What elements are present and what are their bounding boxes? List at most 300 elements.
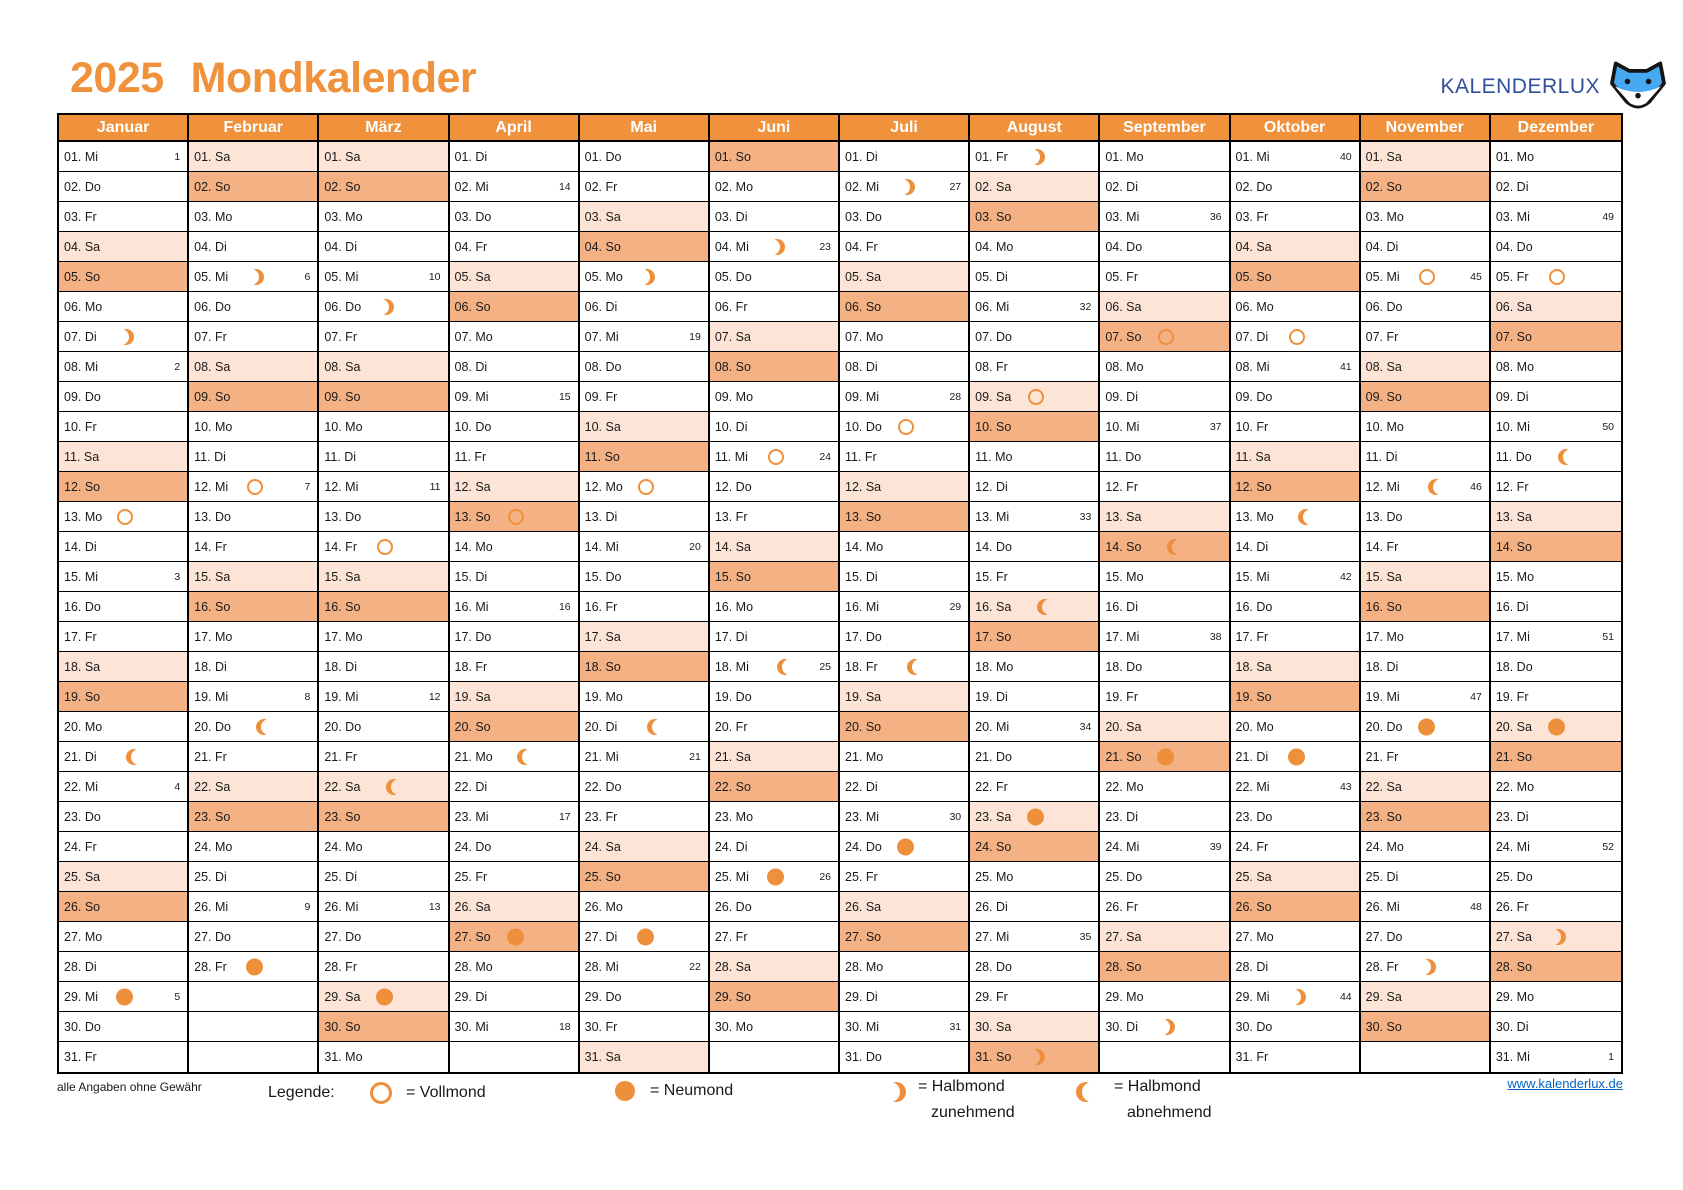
day-label: 16. Di: [1495, 599, 1529, 614]
waning-half-moon-icon: [1172, 539, 1188, 555]
day-cell: [59, 232, 187, 262]
day-cell: [1361, 802, 1489, 832]
day-label: 08. Do: [584, 359, 622, 374]
day-label: 12. Mi: [1365, 479, 1400, 494]
full-moon-icon: [1158, 329, 1174, 345]
day-cell: [59, 352, 187, 382]
waning-half-moon-icon: [1563, 449, 1579, 465]
week-number: 2: [174, 360, 181, 373]
day-label: 28. Sa: [714, 959, 751, 974]
day-cell: [970, 322, 1098, 352]
day-label: 20. Di: [584, 719, 618, 734]
kalenderlux-logo: [1440, 60, 1669, 114]
day-cell: [59, 202, 187, 232]
week-number: 26: [819, 870, 831, 883]
day-label: 12. Di: [975, 479, 1008, 494]
day-label: 24. Mi: [1495, 839, 1530, 854]
day-cell: [580, 262, 708, 292]
title-year: 2025: [70, 54, 164, 102]
legend-item-halbmond-abnehmend: [1076, 1074, 1212, 1126]
day-cell: [580, 1012, 708, 1042]
week-number: 41: [1339, 360, 1352, 373]
day-label: 20. Sa: [1495, 719, 1532, 734]
day-label: 25. Do: [1105, 869, 1143, 884]
day-label: 09. Do: [64, 389, 101, 404]
day-cell: [189, 652, 317, 682]
day-label: 03. Mi: [1105, 209, 1140, 224]
calendar-grid: [59, 115, 1621, 1072]
day-cell: [59, 862, 187, 892]
day-cell: [450, 922, 578, 952]
day-label: 23. Di: [1105, 809, 1138, 824]
day-cell: [450, 802, 578, 832]
day-label: 23. So: [1365, 809, 1402, 824]
day-label: 21. Di: [1235, 749, 1269, 764]
day-label: 03. Sa: [584, 209, 621, 224]
day-cell: [710, 532, 838, 562]
day-cell: [580, 922, 708, 952]
day-cell: [710, 622, 838, 652]
week-number: 10: [428, 270, 441, 283]
day-label: 21. Fr: [324, 749, 357, 764]
week-number: 48: [1470, 900, 1482, 913]
day-cell: [710, 292, 838, 322]
waxing-half-moon-icon: [1545, 929, 1561, 945]
day-cell: [840, 232, 968, 262]
day-cell: [319, 322, 447, 352]
day-label: 27. Mo: [64, 929, 103, 944]
day-cell: [970, 682, 1098, 712]
day-cell: [450, 262, 578, 292]
waxing-half-moon-icon: [764, 239, 780, 255]
day-label: 21. Di: [64, 749, 97, 764]
day-cell: [1100, 652, 1228, 682]
day-label: 14. Mo: [845, 539, 884, 554]
day-cell: [1361, 952, 1489, 982]
day-cell: [710, 832, 838, 862]
day-cell: [710, 592, 838, 622]
day-label: 24. Do: [454, 839, 492, 854]
day-cell: [319, 742, 447, 772]
day-label: 24. Do: [845, 839, 882, 854]
day-label: 29. Di: [454, 989, 488, 1004]
logo-text: KALENDERLUX: [1440, 75, 1600, 98]
day-cell: [710, 712, 838, 742]
waxing-half-moon-icon: [880, 1082, 906, 1102]
week-number: 3: [174, 570, 181, 583]
day-label: 11. Mi: [714, 449, 748, 464]
day-cell: [970, 412, 1098, 442]
day-label: 10. Do: [845, 419, 882, 434]
day-label: 08. So: [714, 359, 751, 374]
day-label: 14. Fr: [194, 539, 227, 554]
month-column-januar: [59, 115, 189, 1072]
day-cell: [710, 1012, 838, 1042]
day-cell: [580, 172, 708, 202]
day-cell: [580, 472, 708, 502]
full-moon-icon: [1419, 269, 1435, 285]
day-cell: [1100, 952, 1228, 982]
day-cell: [1100, 292, 1228, 322]
day-label: 03. Fr: [1235, 209, 1269, 224]
day-cell: [1361, 172, 1489, 202]
day-cell: [319, 982, 447, 1012]
day-cell: [840, 382, 968, 412]
day-label: 02. Sa: [975, 179, 1012, 194]
day-label: 10. Mi: [1495, 419, 1530, 434]
page-title: [70, 54, 476, 103]
day-cell: [1231, 892, 1359, 922]
day-cell: [580, 742, 708, 772]
day-cell: [1491, 862, 1621, 892]
day-label: 05. Sa: [454, 269, 491, 284]
day-cell: [450, 382, 578, 412]
day-label: 05. Mi: [1365, 269, 1400, 284]
day-cell: [1100, 442, 1228, 472]
day-label: 24. Di: [714, 839, 748, 854]
month-header: April: [450, 115, 578, 142]
day-cell: [840, 442, 968, 472]
month-header: Februar: [189, 115, 317, 142]
day-cell: [710, 892, 838, 922]
day-label: 19. Fr: [1105, 689, 1138, 704]
day-cell: [1100, 412, 1228, 442]
day-label: 03. Do: [454, 209, 492, 224]
week-number: 18: [558, 1020, 571, 1033]
day-cell: [1361, 592, 1489, 622]
day-cell: [59, 592, 187, 622]
day-cell: [970, 622, 1098, 652]
waxing-half-moon-icon: [1415, 959, 1431, 975]
day-label: 07. Di: [1235, 329, 1269, 344]
day-label: 03. Mo: [194, 209, 233, 224]
week-number: 45: [1470, 270, 1482, 283]
day-cell: [970, 472, 1098, 502]
day-label: 22. Mi: [64, 779, 99, 794]
day-label: 15. Mi: [1235, 569, 1270, 584]
day-label: 08. Sa: [1365, 359, 1402, 374]
day-cell: [1361, 652, 1489, 682]
day-label: 23. Mo: [714, 809, 754, 824]
full-moon-icon: [247, 479, 263, 495]
day-label: 04. Sa: [1235, 239, 1272, 254]
day-cell: [1361, 262, 1489, 292]
day-cell: [710, 862, 838, 892]
day-label: 12. Fr: [1105, 479, 1138, 494]
website-link[interactable]: www.kalenderlux.de: [1507, 1076, 1623, 1091]
day-cell: [1361, 292, 1489, 322]
day-label: 07. Mi: [584, 329, 619, 344]
day-label: 10. Sa: [584, 419, 621, 434]
day-cell: [1231, 562, 1359, 592]
day-label: 02. Do: [1235, 179, 1273, 194]
day-label: 26. Mi: [1365, 899, 1400, 914]
day-label: 06. Sa: [1495, 299, 1532, 314]
day-label: 23. Do: [1235, 809, 1273, 824]
day-label: 08. Di: [454, 359, 488, 374]
day-cell: [1231, 412, 1359, 442]
week-number: 39: [1209, 840, 1222, 853]
day-cell: [319, 232, 447, 262]
day-label: 12. Mo: [584, 479, 623, 494]
day-cell: [580, 892, 708, 922]
day-label: 07. Fr: [1365, 329, 1399, 344]
day-label: 20. Do: [1365, 719, 1403, 734]
day-cell: [1361, 442, 1489, 472]
day-cell: [1231, 982, 1359, 1012]
day-label: 19. Do: [714, 689, 752, 704]
day-cell: [1231, 802, 1359, 832]
day-cell: [450, 472, 578, 502]
day-label: 16. Mi: [454, 599, 489, 614]
week-number: 42: [1339, 570, 1352, 583]
day-label: 21. Mo: [454, 749, 493, 764]
week-number: 11: [429, 480, 441, 493]
day-label: 24. So: [975, 839, 1012, 854]
week-number: 6: [304, 270, 311, 283]
day-cell: [450, 442, 578, 472]
day-label: 24. Mo: [194, 839, 233, 854]
day-cell: [840, 772, 968, 802]
day-cell: [1100, 202, 1228, 232]
day-label: 10. So: [975, 419, 1012, 434]
day-label: 25. Mi: [714, 869, 749, 884]
day-cell: [1361, 322, 1489, 352]
day-label: 25. Di: [324, 869, 357, 884]
day-label: 06. Di: [584, 299, 618, 314]
day-cell: [580, 952, 708, 982]
day-cell: [189, 532, 317, 562]
day-cell: [1361, 682, 1489, 712]
day-label: 24. Fr: [1235, 839, 1269, 854]
day-label: 10. Mo: [1365, 419, 1404, 434]
day-label: 26. Mo: [584, 899, 623, 914]
day-label: 01. Sa: [324, 149, 361, 164]
day-label: 07. Do: [975, 329, 1012, 344]
day-label: 07. So: [1495, 329, 1532, 344]
day-label: 07. Di: [64, 329, 97, 344]
day-label: 08. Sa: [194, 359, 231, 374]
new-moon-icon: [767, 868, 784, 885]
day-label: 14. So: [1105, 539, 1142, 554]
day-label: 20. Do: [324, 719, 362, 734]
day-cell: [1100, 802, 1228, 832]
day-cell: [189, 172, 317, 202]
day-label: 05. Mi: [194, 269, 229, 284]
day-label: 22. Fr: [975, 779, 1008, 794]
day-label: 19. Sa: [454, 689, 491, 704]
day-label: 15. Do: [584, 569, 622, 584]
day-label: 27. Fr: [714, 929, 748, 944]
week-number: 29: [949, 600, 962, 613]
day-label: 28. Fr: [1365, 959, 1399, 974]
footer: [0, 1068, 1683, 1148]
day-cell: [710, 172, 838, 202]
day-label: 26. Sa: [454, 899, 491, 914]
day-label: 25. Mo: [975, 869, 1014, 884]
month-column-dezember: [1491, 115, 1621, 1072]
day-label: 22. Mo: [1495, 779, 1535, 794]
day-label: 21. So: [1495, 749, 1532, 764]
week-number: 24: [819, 450, 831, 463]
week-number: 9: [304, 900, 311, 913]
week-number: 21: [689, 750, 701, 763]
day-label: 01. So: [714, 149, 751, 164]
day-cell: [840, 712, 968, 742]
day-cell: [189, 742, 317, 772]
day-label: 13. Mo: [1235, 509, 1274, 524]
day-label: 07. Fr: [194, 329, 227, 344]
new-moon-icon: [1027, 808, 1044, 825]
day-label: 03. Mi: [1495, 209, 1530, 224]
day-label: 20. Fr: [714, 719, 748, 734]
week-number: 27: [949, 180, 962, 193]
day-cell: [1361, 472, 1489, 502]
day-cell: [189, 502, 317, 532]
day-cell: [450, 352, 578, 382]
day-cell: [710, 652, 838, 682]
day-label: 18. Mo: [975, 659, 1014, 674]
day-label: 08. Di: [845, 359, 878, 374]
day-cell: [1491, 982, 1621, 1012]
day-cell: [59, 472, 187, 502]
day-label: 30. Fr: [584, 1019, 618, 1034]
day-label: 01. Mo: [1495, 149, 1535, 164]
week-number: 13: [428, 900, 441, 913]
day-label: 20. Mo: [64, 719, 103, 734]
day-cell: [710, 502, 838, 532]
day-label: 18. Do: [1495, 659, 1533, 674]
day-cell: [319, 412, 447, 442]
day-label: 17. Fr: [64, 629, 97, 644]
day-label: 27. Do: [1365, 929, 1403, 944]
day-cell: [840, 172, 968, 202]
month-column-august: [970, 115, 1100, 1072]
day-cell: [1491, 532, 1621, 562]
day-label: 17. Do: [454, 629, 492, 644]
new-moon-icon: [1418, 718, 1435, 735]
day-label: 20. Sa: [1105, 719, 1142, 734]
day-cell: [1100, 352, 1228, 382]
day-label: 14. Fr: [324, 539, 357, 554]
month-header: Mai: [580, 115, 708, 142]
month-column-mai: [580, 115, 710, 1072]
day-cell: [189, 562, 317, 592]
week-number: 43: [1339, 780, 1352, 793]
day-cell: [319, 172, 447, 202]
day-cell: [1361, 202, 1489, 232]
waning-half-moon-icon: [261, 719, 277, 735]
day-label: 19. Di: [975, 689, 1008, 704]
day-cell: [1100, 322, 1228, 352]
day-label: 04. Fr: [454, 239, 488, 254]
day-label: 17. Mi: [1105, 629, 1140, 644]
disclaimer-note: alle Angaben ohne Gewähr: [57, 1080, 202, 1094]
day-cell: [1231, 742, 1359, 772]
day-label: 19. Fr: [1495, 689, 1529, 704]
day-cell: [1231, 682, 1359, 712]
day-cell: [189, 322, 317, 352]
new-moon-icon: [1288, 748, 1305, 765]
day-cell: [189, 862, 317, 892]
day-label: 18. Mi: [714, 659, 749, 674]
day-label: 17. Fr: [1235, 629, 1269, 644]
full-moon-icon: [638, 479, 654, 495]
day-cell: [450, 862, 578, 892]
day-label: 16. Mo: [714, 599, 754, 614]
day-cell: [1491, 262, 1621, 292]
day-cell: [450, 322, 578, 352]
day-label: 22. Mo: [1105, 779, 1144, 794]
day-label: 07. Fr: [324, 329, 357, 344]
day-cell: [970, 142, 1098, 172]
day-label: 24. Mi: [1105, 839, 1140, 854]
day-label: 06. Mo: [64, 299, 103, 314]
day-cell: [840, 622, 968, 652]
day-label: 23. Sa: [975, 809, 1012, 824]
waning-half-moon-icon: [912, 659, 928, 675]
day-cell: [1361, 232, 1489, 262]
day-cell: [1231, 202, 1359, 232]
day-label: 14. Fr: [1365, 539, 1399, 554]
day-cell: [970, 652, 1098, 682]
day-cell: [1100, 832, 1228, 862]
day-label: 17. Mo: [194, 629, 233, 644]
new-moon-icon: [507, 928, 524, 945]
day-cell: [319, 442, 447, 472]
day-label: 29. Sa: [1365, 989, 1402, 1004]
day-cell: [1231, 322, 1359, 352]
day-label: 30. Mi: [454, 1019, 489, 1034]
day-cell: [1231, 172, 1359, 202]
day-label: 16. Do: [64, 599, 101, 614]
day-label: 27. Do: [194, 929, 231, 944]
day-cell: [450, 412, 578, 442]
day-cell: [59, 712, 187, 742]
day-label: 02. So: [194, 179, 231, 194]
day-label: 02. Di: [1495, 179, 1529, 194]
day-label: 28. Di: [1235, 959, 1269, 974]
week-number: 16: [558, 600, 571, 613]
day-cell: [1491, 502, 1621, 532]
day-label: 25. So: [584, 869, 621, 884]
day-cell: [580, 622, 708, 652]
day-cell: [580, 802, 708, 832]
new-moon-icon: [1157, 748, 1174, 765]
week-number: 14: [558, 180, 571, 193]
day-cell: [1100, 622, 1228, 652]
day-label: 26. So: [64, 899, 101, 914]
day-label: 02. Mo: [714, 179, 754, 194]
day-label: 18. So: [584, 659, 621, 674]
day-label: 07. Mo: [845, 329, 884, 344]
day-cell: [1361, 982, 1489, 1012]
day-cell: [1491, 232, 1621, 262]
week-number: 35: [1079, 930, 1092, 943]
new-moon-icon: [246, 958, 263, 975]
day-cell: [59, 652, 187, 682]
day-label: 31. Do: [845, 1050, 882, 1064]
week-number: 30: [949, 810, 962, 823]
year-calendar-table: [57, 113, 1623, 1074]
day-cell: [1491, 742, 1621, 772]
day-label: 14. Mi: [584, 539, 619, 554]
day-cell: [840, 952, 968, 982]
legend-item-neumond: [612, 1081, 733, 1101]
day-label: 05. Mo: [584, 269, 623, 284]
day-label: 13. So: [454, 509, 491, 524]
day-cell: [840, 652, 968, 682]
